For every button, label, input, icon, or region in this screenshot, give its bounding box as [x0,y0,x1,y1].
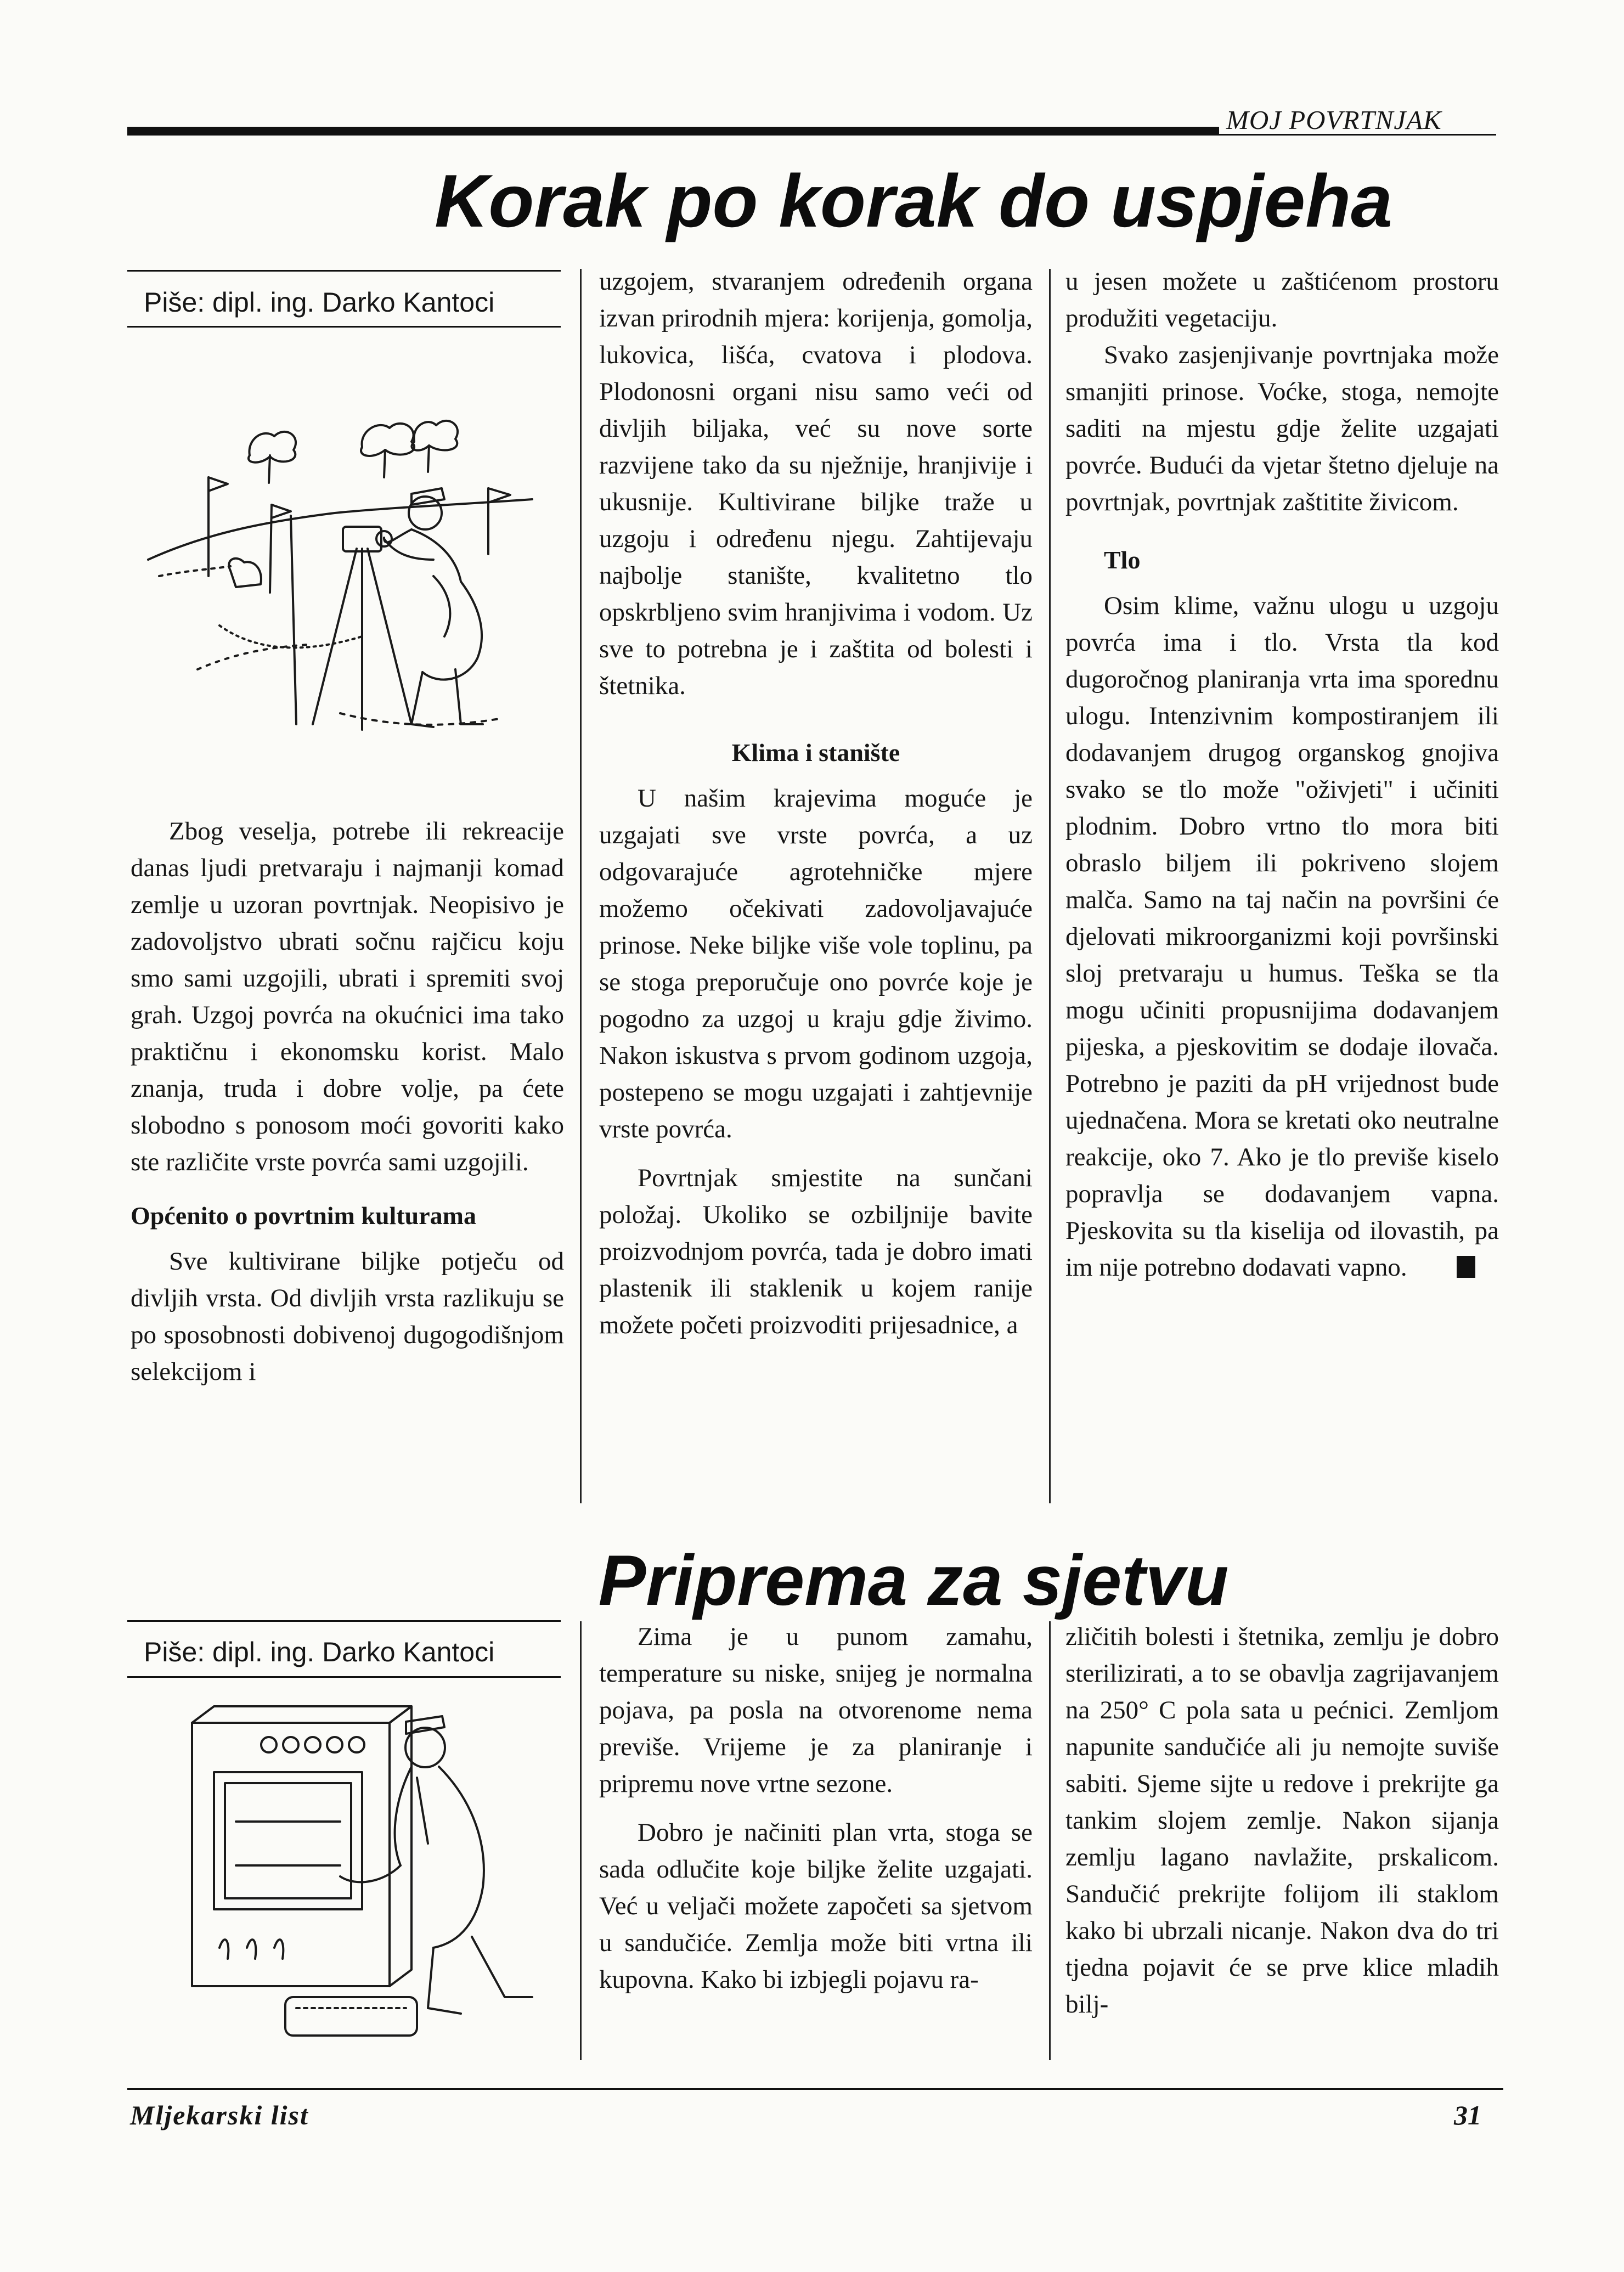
paragraph-winter: Zima je u punom zamahu, temperature su niske, snijeg je normalna pojava, pa posla na otvorenome nema previše. Vrijeme je za planiranje i pripremu nove vrtne sezone. [599,1622,1033,1798]
byline2-top-rule [127,1620,561,1622]
paragraph-sowing: zličitih bolesti i štetnika, zemlju je dobro sterilizirati, a to se obavlja zagrijavanjem na 250° C pola sata u pećnici. Zemljom napunite sandučiće ali ju nemojte suviše sabiti. Sjeme sijte u redove i prekrijte ga tankim slojem zemlje. Nakon sijanja zemlju lagano navlažite, prskalicom. Sandučić prekrijte folijom ili staklom kako bi ubrzali nicanje. Nakon dva do tri tjedna pojavit će se prve klice mladih bilj- [1065,1622,1499,2019]
paragraph-intro: Zbog veselja, potrebe ili rekreacije danas ljudi pretvaraju i najmanji komad zemlje u uzoran povrtnjak. Neopisivo je zadovoljstvo ubrati sočnu rajčicu koju smo sami uzgojili, ubrati i spremiti svoj grah. Uzgoj povrća na okućnici ima tako praktičnu i ekonomsku korist. Malo znanja, truda i dobre volje, pa ćete slobodno s ponosom moći govoriti kako ste različite vrste povrća sami uzgojili. [131,817,564,1176]
paragraph-general: Sve kultivirane biljke potječu od divljih vrsta. Od divljih vrsta razlikuju se po sposobnosti dobivenoj dugogodišnjom selekcijom i [131,1247,564,1386]
article2-column3 [1065,1619,1499,2023]
section-name: MOJ POVRTNJAK [1226,105,1442,135]
paragraph-soil-text: Osim klime, važnu ulogu u uzgoju povrća ima i tlo. Vrsta tla kod dugoročnog planiranja vrta ima sporednu ulogu. Intenzivnim kompostiranjem ili dodavanjem drugog organskog gnojiva svako se tlo može "oživjeti" i učiniti plodnim. Dobro vrtno tlo mora biti obraslo biljem ili pokriveno slojem malča. Samo na taj način na površini će djelovati mikroorganizmi koji površinski sloj pretvaraju u humus. Teška se tla mogu učiniti propusnijima dodavanjem pijeska, a pjeskovitim se dodaje ilovača. Potrebno je paziti da pH vrijednost bude ujednačena. Mora se kretati oko neutralne reakcije, oko 7. Ako je tlo previše kiselo popravlja se dodavanjem vapna. Pjeskovita su tla kiselija od ilovastih, pa im nije potrebno dodavati vapno. [1065,591,1499,1282]
column-divider-4 [1049,1621,1051,2060]
heading-general: Općenito o povrtnim kulturama [131,1202,476,1230]
article2-title: Priprema za sjetvu [598,1540,1229,1620]
byline: Piše: dipl. ing. Darko Kantoci [144,287,495,318]
oven-illustration [176,1701,560,2052]
article1-column3 [1065,263,1499,1286]
paragraph-shade: Svako zasjenjivanje povrtnjaka može smanjiti prinose. Voćke, stoga, nemojte saditi na mjestu gdje želite uzgajati povrće. Budući da vjetar štetno djeluje na povrtnjak, povrtnjak zaštitite živicom. [1065,341,1499,516]
byline2: Piše: dipl. ing. Darko Kantoci [144,1637,495,1667]
article1-column2 [599,263,1033,1344]
byline-top-rule [127,270,561,272]
paragraph-climate: U našim krajevima moguće je uzgajati sve vrste povrća, a uz odgovarajuće agrotehničke mjere možemo očekivati zadovoljavajuće prinose. Neke biljke više vole toplinu, pa se stoga preporučuje ono povrće koje je pogodno za uzgoj u kraju gdje živimo. Nakon iskustva s prvom godinom uzgoja, postepeno se mogu uzgajati i zahtjevnije vrste povrća. [599,784,1033,1143]
article1-column1 [131,813,564,1390]
heading-soil: Tlo [1104,546,1141,574]
byline-bottom-rule [127,326,561,328]
paragraph-sun: Povrtnjak smjestite na sunčani položaj. Ukoliko se ozbiljnije bavite proizvodnjom povrća, tada je dobro imati plastenik ili staklenik u kojem ranije možete početi proizvoditi prijesadnice, a [599,1164,1033,1339]
paragraph-plan: Dobro je načiniti plan vrta, stoga se sada odlučite koje biljke želite uzgajati. Već u veljači možete započeti sa sjetvom u sandučiće. Zemlja može biti vrtna ili kupovna. Kako bi izbjegli pojavu ra- [599,1818,1033,1994]
footer-rule [127,2088,1503,2090]
column-divider-2 [1049,269,1051,1503]
article-title: Korak po korak do uspjeha [435,159,1392,243]
article2-column2 [599,1619,1033,1998]
byline2-bottom-rule [127,1676,561,1678]
end-of-article-mark [1457,1256,1475,1278]
page-number: 31 [1454,2100,1481,2130]
publication-name: Mljekarski list [130,2100,309,2130]
paragraph-cultivation: uzgojem, stvaranjem određenih organa izvan prirodnih mjera: korijenja, gomolja, lukovica, lišća, cvatova i plodova. Plodonosni organi nisu samo veći od divljih biljaka, već su nove sorte razvijene tako da su nježnije, hranjivije i ukusnije. Kultivirane biljke traže u uzgoju i određenu njegu. Zahtijevaju najbolje stanište, kvalitetno tlo opskrbljeno svim hranjivima i vodom. Uz sve to potrebna je i zaštita od bolesti i štetnika. [599,267,1033,700]
surveyor-illustration [126,395,560,746]
paragraph-soil [1065,588,1499,1286]
column-divider-3 [580,1621,582,2060]
column-divider-1 [580,269,582,1503]
heading-climate: Klima i stanište [731,738,900,766]
header-bar [127,127,1219,136]
paragraph-autumn: u jesen možete u zaštićenom prostoru produžiti vegetaciju. [1065,267,1499,332]
